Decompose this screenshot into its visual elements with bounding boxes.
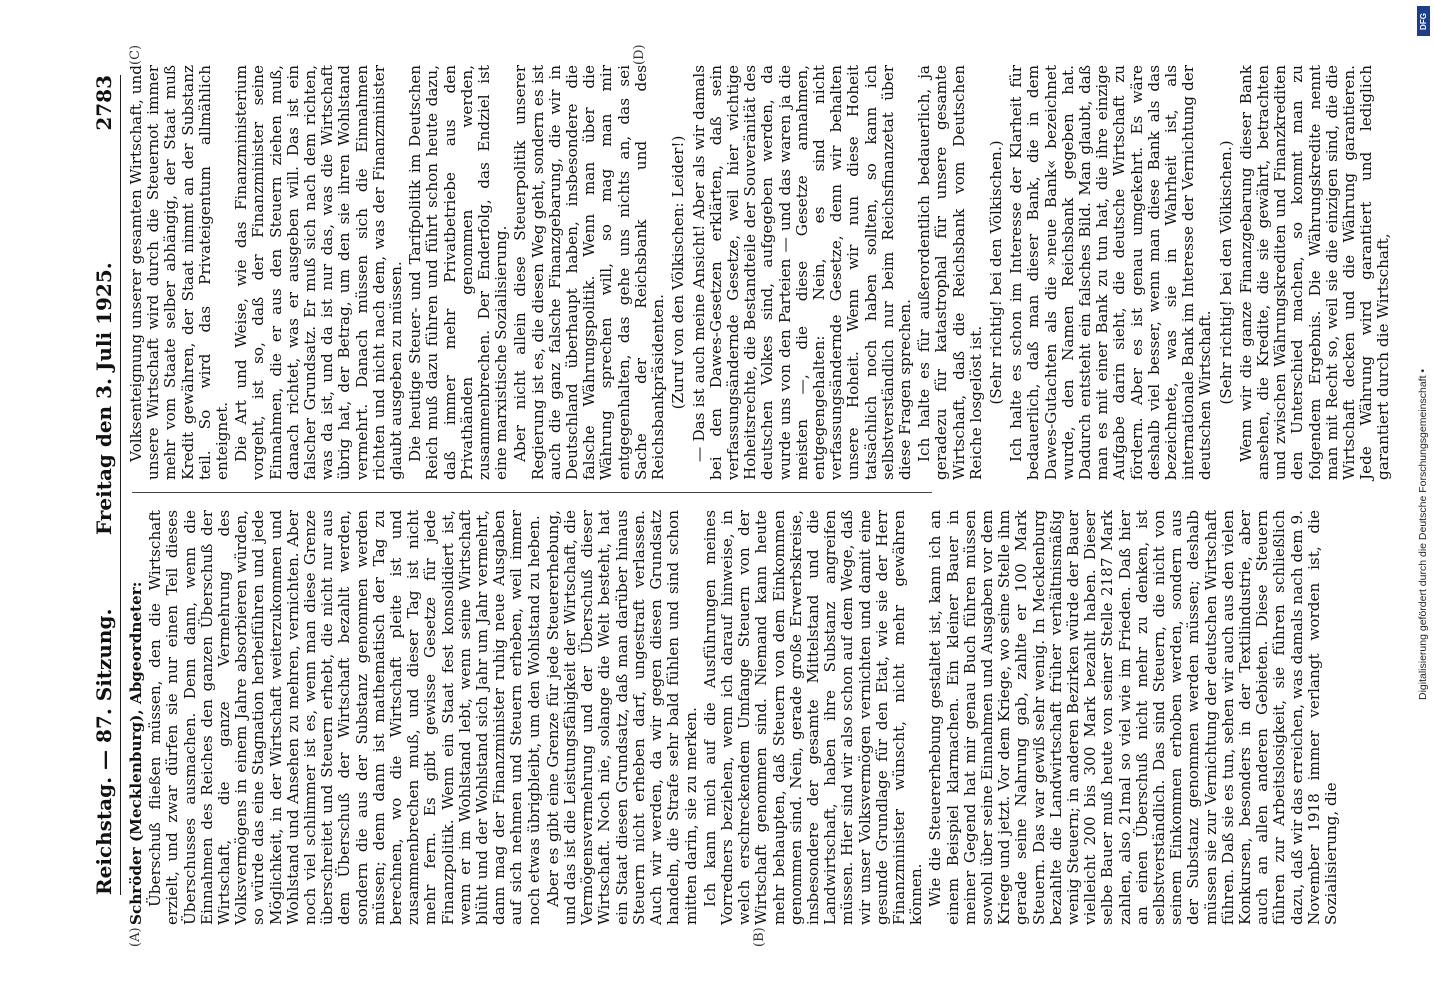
paragraph: Wie die Steuererhebung gestaltet ist, kann ich an einem Beispiel klarmachen. Ein kleiner Bauer in meiner Gegend hat mir genau Buch führen müssen sowohl über seine Einnahmen und Ausgaben vor dem Kriege und jetzt. Vor dem Kriege, wo seine Stelle ihm gerade seine Nahrung gab, zahlte er 100 Mark Steuern. Das war gewiß sehr wenig. In Mecklenburg bezahlte die Landwirtschaft früher verhältnismäßig wenig Steuern; in anderen Bezirken würde der Bauer vielleicht 200 bis 300 Mark bezahlt haben. Dieser selbe Bauer muß heute von seiner Stelle 2187 Mark zahlen, also 21mal so viel wie im Frieden. Daß hier an einen Überschuß nicht mehr zu denken, ist selbstverständlich. Das sind Steuern, die nicht von seinem Einkommen erhoben werden, sondern aus der Substanz genommen werden müssen; deshalb müssen sie zur Vernichtung der deutschen Wirtschaft führen. Daß sie es tun, sehen wir auch aus den vielen Konkursen, besonders in der Textilindustrie, aber auch an allen anderen Gebieten. Diese Steuern führen zur Arbeitslosigkeit, sie führen schließlich dazu, daß wir das erreichen, was damals nach dem 9. November 1918 immer verlangt worden ist, die Sozialisierung, die: [926, 510, 1341, 925]
paragraph: — Das ist auch meine Ansicht! Aber als wir damals bei den Dawes-Gesetzen erklärten, daß sein verfassungsändernde Gesetze, weil hier wichtige Hoheitsrechte, die Bestandteile der Souveränität des deutschen Volkes sind, aufgegeben werden, da wurde uns von den Parteien — und das waren ja die meisten —, die diese Gesetze annahmen, entgegengehalten: Nein, es sind nicht verfassungsändernde Gesetze, denn wir behalten unsere Hoheit. Wenn wir nun diese Hoheit tatsächlich noch haben sollten, so kann ich selbstverständlich nur beim Reichsfinanzetat über diese Fragen sprechen.: [689, 65, 914, 480]
digitization-credit: [1415, 0, 1431, 1000]
paragraph: Aber nicht allein diese Steuerpolitik unserer Regierung ist es, die diesen Weg geht, sondern es ist auch die ganz falsche Finanzgebarung, die wir in Deutschland überhaupt haben, insbesondere die falsche Währungspolitik. Wenn man über die Währung sprechen will, so mag man mir entgegenhalten, das gehe uns nichts an, das sei Sache der Reichsbank und des Reichsbankpräsidenten.: [511, 65, 668, 480]
paragraph: Volksenteignung unserer gesamten Wirtschaft, und unsere Wirtschaft wird durch die Steuernot immer mehr vom Staate selber abhängig, der Staat muß Kredit gewähren, der Staat nimmt an der Substanz teil. So wird das Privateigentum allmählich enteignet.: [127, 65, 232, 480]
column-divider: [132, 492, 932, 493]
margin-mark-b: (B): [752, 927, 767, 947]
margin-mark-a: (A): [128, 927, 143, 947]
text-column-left: [127, 510, 1341, 925]
credit-text: Digitalisierung gefördert durch die Deutsche Forschungsgemeinschaft •: [1417, 368, 1429, 700]
interjection: (Zuruf von den Völkischen: Leider!): [669, 135, 688, 410]
header-date: Freitag den 3. Juli 1925.: [92, 262, 116, 535]
page-header: [92, 75, 121, 895]
paragraph: Die heutige Steuer- und Tarifpolitik im Deutschen Reich muß dazu führen und führt schon heute dazu, daß immer mehr Privatbetriebe aus den Privathänden genommen werden, zusammenbrechen. Der Enderfolg, das Endziel ist eine marxistische Sozialisierung.: [406, 65, 511, 480]
margin-mark-c: (C): [128, 44, 143, 65]
margin-mark-d: (D): [632, 44, 647, 65]
paragraph: Überschuß fließen müssen, den die Wirtschaft erzielt, und zwar dürfen sie nur einen Teil dieses Überschusses ausmachen. Denn dann, wenn die Einnahmen des Reiches den ganzen Überschuß der Wirtschaft, die ganze Vermehrung des Volksvermögens in einem Jahre absorbieren würden, so würde das eine Stagnation herbeiführen und jede Möglichkeit, in der Wirtschaft weiterzukommen und Wohlstand und Ansehen zu mehren, vernichten. Aber noch viel schlimmer ist es, wenn man diese Grenze überschreitet und Steuern erhebt, die nicht nur aus dem Überschuß der Wirtschaft bezahlt werden, sondern die aus der Substanz genommen werden müssen; denn dann ist mathematisch der Tag zu berechnen, wo die Wirtschaft pleite ist und zusammenbrechen muß, und dieser Tag ist nicht mehr fern. Es gibt gewisse Gesetze für jede Finanzpolitik. Wenn ein Staat fest konsolidiert ist, wenn er im Wohlstand lebt, wenn seine Wirtschaft blüht und der Wohlstand sich Jahr um Jahr vermehrt, dann mag der Finanzminister ruhig neue Ausgaben auf sich nehmen und Steuern erheben, weil immer noch etwas übrigbleibt, um den Wohlstand zu heben.: [146, 510, 543, 925]
paragraph: Aber es gibt eine Grenze für jede Steuererhebung, und das ist die Leistungsfähigkeit der Wirtschaft, die Vermögensvermehrung und der Überschuß dieser Wirtschaft. Noch nie, solange die Welt besteht, hat ein Staat diesen Grundsatz, daß man darüber hinaus Steuern nicht erheben darf, ungestraft verlassen. Auch wir werden, da wir gegen diesen Grundsatz handeln, die Strafe sehr bald fühlen und sind schon mitten darin, sie zu merken.: [543, 510, 700, 925]
speaker-line: Schröder (Mecklenburg), Abgeordneter:: [127, 581, 145, 925]
header-session: Reichstag. — 87. Sitzung.: [92, 608, 116, 895]
document-page: [0, 44, 1412, 955]
interjection: (Sehr richtig! bei den Völkischen.): [1216, 140, 1235, 405]
page-number: 2783: [92, 75, 116, 131]
paragraph: Die Art und Weise, wie das Finanzministerium vorgeht, ist so, daß der Finanzminister seine Einnahmen, die er aus den Steuern ziehen muß, danach richtet, was er ausgeben will. Das ist ein falscher Grundsatz. Er muß sich nach dem richten, was da ist, und da ist nur das, was die Wirtschaft übrig hat, der Betrag, um den sie ihren Wohlstand vermehrt. Danach müssen sich die Einnahmen richten und nicht nach dem, was der Finanzminister glaubt ausgeben zu müssen.: [232, 65, 406, 480]
paragraph: Ich halte es für außerordentlich bedauerlich, ja geradezu für katastrophal für unsere gesamte Wirtschaft, daß die Reichsbank vom Deutschen Reiche losgelöst ist.: [915, 65, 985, 480]
paragraph: Ich halte es schon im Interesse der Klarheit für bedauerlich, daß man dieser Bank, die in dem Dawes-Gutachten als die »neue Bank« bezeichnet wurde, den Namen Reichsbank gegeben hat. Dadurch entsteht ein falsches Bild. Man glaubt, daß man es mit einer Bank zu tun hat, die ihre einzige Aufgabe darin sieht, die deutsche Wirtschaft zu fördern. Aber es ist genau umgekehrt. Es wäre deshalb viel besser, wenn man diese Bank als das bezeichnete, was sie in Wahrheit ist, als internationale Bank im Interesse der Vernichtung der deutschen Wirtschaft.: [1007, 65, 1215, 480]
dfg-logo: DFG: [1417, 6, 1430, 36]
paragraph: Ich kann mich auf die Ausführungen meines Vorredners beziehen, wenn ich darauf hinweise, in welch erschreckendem Umfange Steuern von der Wirtschaft genommen sind. Niemand kann heute mehr behaupten, daß Steuern von dem Einkommen genommen sind. Nein, gerade große Erwerbskreise, insbesondere der gesamte Mittelstand und die Landwirtschaft, haben ihre Substanz angreifen müssen. Hier sind wir also schon auf dem Wege, daß wir unser Volksvermögen vernichten und damit eine gesunde Grundlage für den Etat, wie sie der Herr Finanzminister wünscht, nicht mehr gewähren können.: [700, 510, 926, 925]
paragraph: Wenn wir die ganze Finanzgebarung dieser Bank ansehen, die Kredite, die sie gewährt, betrachten und zwischen Währungskrediten und Finanzkrediten den Unterschied machen, so kommt man zu folgendem Ergebnis. Die Währungskredite nennt man mit Recht so, weil sie die einzigen sind, die die Wirtschaft decken und die Währung garantieren. Jede Währung wird garantiert und lediglich garantiert durch die Wirtschaft,: [1236, 65, 1393, 480]
interjection: (Sehr richtig! bei den Völkischen.): [986, 140, 1005, 405]
text-column-right: [127, 65, 1393, 480]
